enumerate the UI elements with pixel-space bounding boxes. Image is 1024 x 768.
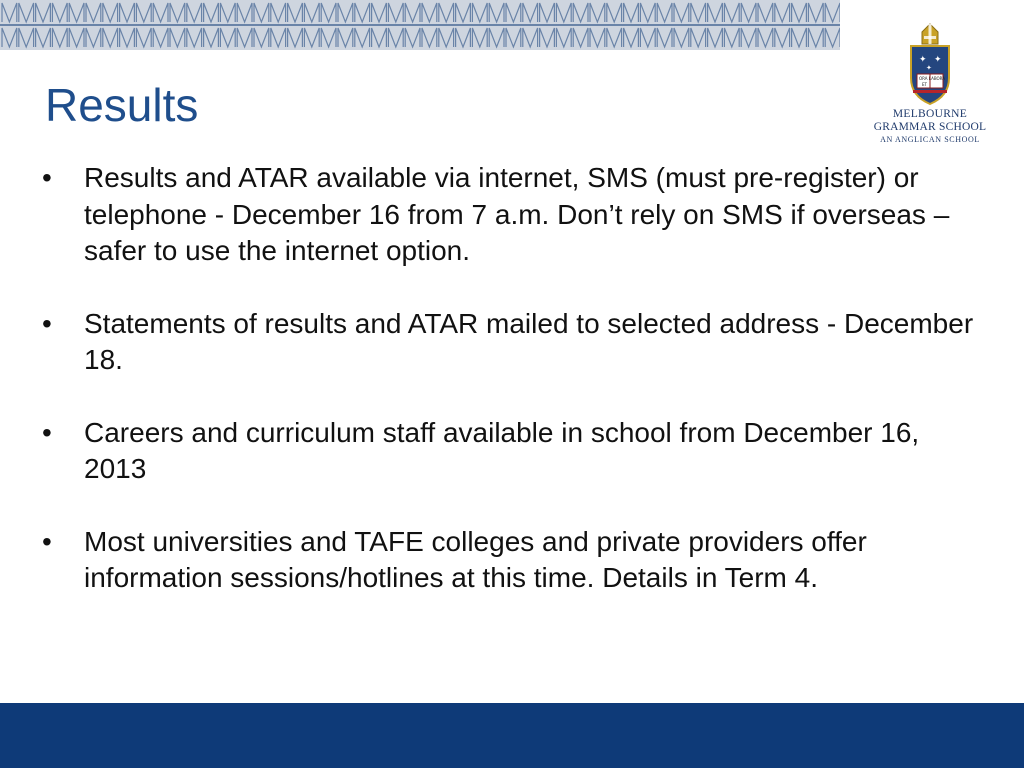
pattern-mark — [657, 28, 672, 47]
bullet-list — [40, 160, 985, 633]
bullet-text: Careers and curriculum staff available in school from December 16, 2013 — [84, 416, 920, 484]
pattern-mark — [607, 3, 622, 22]
pattern-mark — [456, 3, 471, 22]
pattern-mark — [36, 28, 51, 47]
school-crest-icon — [907, 22, 953, 108]
pattern-mark — [590, 28, 605, 47]
pattern-mark — [271, 3, 286, 22]
pattern-mark — [187, 3, 202, 22]
pattern-mark — [304, 28, 319, 47]
pattern-mark — [640, 28, 655, 47]
school-name-line2: GRAMMAR SCHOOL — [873, 121, 987, 133]
pattern-mark — [170, 28, 185, 47]
bullet-text: Most universities and TAFE colleges and private providers offer information sessions/hotlines at this time. Details in Term 4. — [84, 525, 867, 593]
pattern-mark — [691, 28, 706, 47]
pattern-mark — [86, 28, 101, 47]
pattern-mark — [103, 28, 118, 47]
pattern-mark — [321, 3, 336, 22]
pattern-mark — [136, 3, 151, 22]
pattern-mark — [204, 28, 219, 47]
pattern-mark — [372, 28, 387, 47]
pattern-mark — [624, 3, 639, 22]
pattern-mark — [338, 28, 353, 47]
pattern-mark — [775, 3, 790, 22]
pattern-mark — [237, 3, 252, 22]
pattern-mark — [792, 28, 807, 47]
pattern-mark — [153, 28, 168, 47]
svg-text:✦: ✦ — [934, 55, 942, 65]
pattern-mark — [758, 3, 773, 22]
pattern-mark — [19, 3, 34, 22]
pattern-mark — [573, 28, 588, 47]
pattern-mark — [338, 3, 353, 22]
pattern-svg — [0, 0, 840, 50]
pattern-mark — [573, 3, 588, 22]
bullet-dot: • — [42, 307, 52, 339]
school-tagline: AN ANGLICAN SCHOOL — [880, 135, 980, 144]
pattern-mark — [624, 28, 639, 47]
pattern-mark — [724, 28, 739, 47]
bullet-item — [40, 306, 985, 379]
crest-motto: ORA LABORA — [919, 76, 946, 81]
pattern-mark — [489, 28, 504, 47]
pattern-mark — [422, 28, 437, 47]
pattern-mark — [103, 3, 118, 22]
pattern-mark — [220, 3, 235, 22]
pattern-mark — [120, 3, 135, 22]
pattern-mark — [775, 28, 790, 47]
pattern-mark — [590, 3, 605, 22]
svg-text:✦: ✦ — [919, 55, 927, 65]
pattern-mark — [355, 3, 370, 22]
pattern-mark — [86, 3, 101, 22]
bullet-item — [40, 415, 985, 488]
svg-text:ET: ET — [922, 82, 927, 87]
pattern-mark — [825, 3, 840, 22]
pattern-mark — [758, 28, 773, 47]
pattern-mark — [355, 28, 370, 47]
pattern-mark — [724, 3, 739, 22]
pattern-mark — [52, 28, 67, 47]
pattern-mark — [439, 28, 454, 47]
pattern-mark — [321, 28, 336, 47]
pattern-mark — [741, 3, 756, 22]
pattern-mark — [19, 28, 34, 47]
pattern-mark — [388, 3, 403, 22]
pattern-mark — [808, 28, 823, 47]
pattern-mark — [674, 28, 689, 47]
pattern-mark — [2, 3, 17, 22]
pattern-mark — [439, 3, 454, 22]
pattern-mark — [220, 28, 235, 47]
pattern-mark — [456, 28, 471, 47]
pattern-mark — [792, 3, 807, 22]
pattern-mark — [204, 3, 219, 22]
pattern-mark — [691, 3, 706, 22]
pattern-mark — [170, 3, 185, 22]
pattern-mark — [472, 28, 487, 47]
pattern-mark — [640, 3, 655, 22]
bullet-text: Statements of results and ATAR mailed to selected address - December 18. — [84, 307, 974, 375]
footer-band — [0, 703, 1024, 768]
pattern-mark — [556, 28, 571, 47]
pattern-mark — [52, 3, 67, 22]
pattern-mark — [372, 3, 387, 22]
svg-text:✦: ✦ — [926, 64, 932, 72]
bullet-dot: • — [42, 416, 52, 448]
pattern-mark — [237, 28, 252, 47]
pattern-mark — [489, 3, 504, 22]
slide-title: Results — [45, 79, 199, 131]
pattern-mark — [472, 3, 487, 22]
bullet-dot: • — [42, 525, 52, 557]
pattern-mark — [825, 28, 840, 47]
pattern-mark — [506, 3, 521, 22]
pattern-mark — [422, 3, 437, 22]
bullet-text: Results and ATAR available via internet, SMS (must pre-register) or telephone - December 16 from 7 a.m. Don’t rely on SMS if overseas – safer to use the internet option. — [84, 162, 950, 266]
pattern-mark — [540, 28, 555, 47]
pattern-mark — [153, 3, 168, 22]
bullet-item — [40, 524, 985, 597]
pattern-mark — [506, 28, 521, 47]
pattern-mark — [657, 3, 672, 22]
pattern-mark — [523, 28, 538, 47]
pattern-mark — [120, 28, 135, 47]
pattern-mark — [607, 28, 622, 47]
pattern-mark — [388, 28, 403, 47]
pattern-mark — [288, 3, 303, 22]
pattern-mark — [540, 3, 555, 22]
pattern-mark — [741, 28, 756, 47]
pattern-mark — [187, 28, 202, 47]
pattern-mark — [808, 3, 823, 22]
header-pattern-band — [0, 0, 840, 50]
pattern-mark — [708, 28, 723, 47]
pattern-mark — [36, 3, 51, 22]
pattern-mark — [556, 3, 571, 22]
pattern-mark — [288, 28, 303, 47]
pattern-mark — [523, 3, 538, 22]
pattern-mark — [2, 28, 17, 47]
pattern-mark — [254, 3, 269, 22]
pattern-mark — [708, 3, 723, 22]
pattern-mark — [254, 28, 269, 47]
pattern-mark — [271, 28, 286, 47]
pattern-mark — [136, 28, 151, 47]
pattern-mark — [405, 3, 420, 22]
pattern-mark — [304, 3, 319, 22]
pattern-mark — [69, 28, 84, 47]
bullet-dot: • — [42, 162, 52, 193]
school-name — [870, 108, 990, 146]
bullet-item — [40, 160, 985, 270]
school-name-line1: MELBOURNE — [892, 108, 968, 120]
pattern-mark — [674, 3, 689, 22]
pattern-mark — [405, 28, 420, 47]
pattern-mark — [69, 3, 84, 22]
school-logo — [870, 22, 990, 152]
